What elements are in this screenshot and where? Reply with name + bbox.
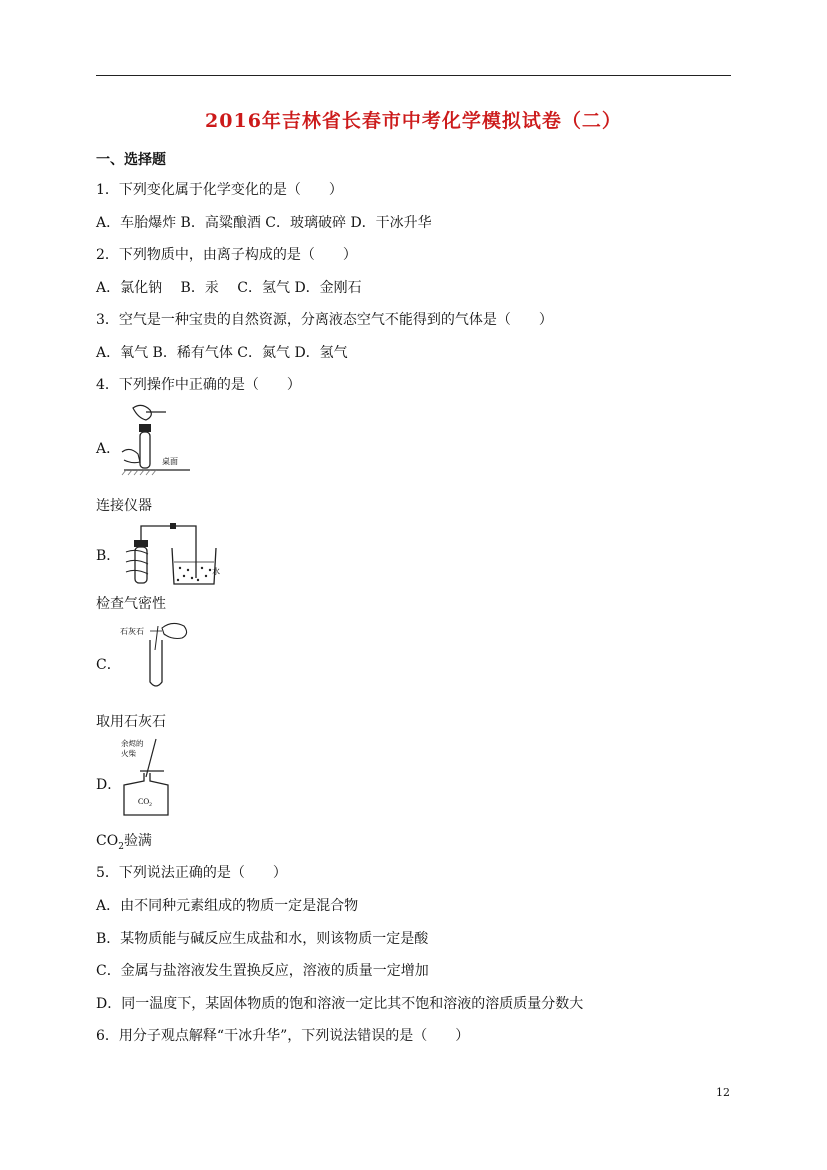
question-3-options: A．氧气 B．稀有气体 C．氮气 D．氢气 <box>96 345 348 361</box>
question-1-stem: 1．下列变化属于化学变化的是（ ） <box>96 182 343 198</box>
option-a-letter: A． <box>96 441 121 457</box>
question-5-option-c: C．金属与盐溶液发生置换反应，溶液的质量一定增加 <box>96 963 429 979</box>
question-5-option-a: A．由不同种元素组成的物质一定是混合物 <box>96 898 359 914</box>
document-title: 2016年吉林省长春市中考化学模拟试卷（二） <box>205 110 622 132</box>
bottle-co-label: CO <box>138 797 150 806</box>
svg-text:CO2 <box>138 797 152 808</box>
page-number: 12 <box>716 1086 730 1099</box>
question-3-stem: 3．空气是一种宝贵的自然资源，分离液态空气不能得到的气体是（ ） <box>96 312 553 328</box>
question-6-stem: 6．用分子观点解释“干冰升华”，下列说法错误的是（ ） <box>96 1028 470 1044</box>
figure-connect-apparatus <box>118 402 194 476</box>
question-1-options: A．车胎爆炸 B．高粱酿酒 C．玻璃破碎 D．干冰升华 <box>96 215 432 231</box>
option-b-caption: 检查气密性 <box>96 596 166 612</box>
option-d-letter: D． <box>96 777 122 793</box>
section-heading: 一、选择题 <box>96 152 166 168</box>
question-2-stem: 2．下列物质中，由离子构成的是（ ） <box>96 247 357 263</box>
figure-take-limestone <box>118 620 198 690</box>
option-d-caption <box>96 831 152 857</box>
co2-main: CO <box>96 833 119 849</box>
question-4-stem: 4．下列操作中正确的是（ ） <box>96 377 301 393</box>
option-c-letter: C． <box>96 657 121 673</box>
option-c-caption: 取用石灰石 <box>96 714 166 730</box>
figure-co2-full-test <box>118 737 178 817</box>
question-5-option-b: B．某物质能与碱反应生成盐和水，则该物质一定是酸 <box>96 931 429 947</box>
limestone-label: 石灰石 <box>120 627 144 636</box>
co2-subscript: 2 <box>118 841 124 852</box>
question-5-stem: 5．下列说法正确的是（ ） <box>96 865 287 881</box>
table-label: 桌面 <box>162 457 178 466</box>
match-label-line1: 余烬的 <box>121 739 144 748</box>
question-2-options: A．氯化钠 B．汞 C．氢气 D．金刚石 <box>96 280 362 296</box>
option-a-caption: 连接仪器 <box>96 498 152 514</box>
option-b-letter: B． <box>96 548 121 564</box>
water-label: 水 <box>212 567 220 576</box>
figure-airtightness-check <box>118 518 224 588</box>
co2-caption-tail: 验满 <box>123 833 152 849</box>
question-5-option-d: D．同一温度下，某固体物质的饱和溶液一定比其不饱和溶液的溶质质量分数大 <box>96 996 584 1012</box>
match-label-line2: 火柴 <box>121 749 136 758</box>
bottle-co-subscript: 2 <box>149 802 152 808</box>
header-rule <box>96 75 731 76</box>
